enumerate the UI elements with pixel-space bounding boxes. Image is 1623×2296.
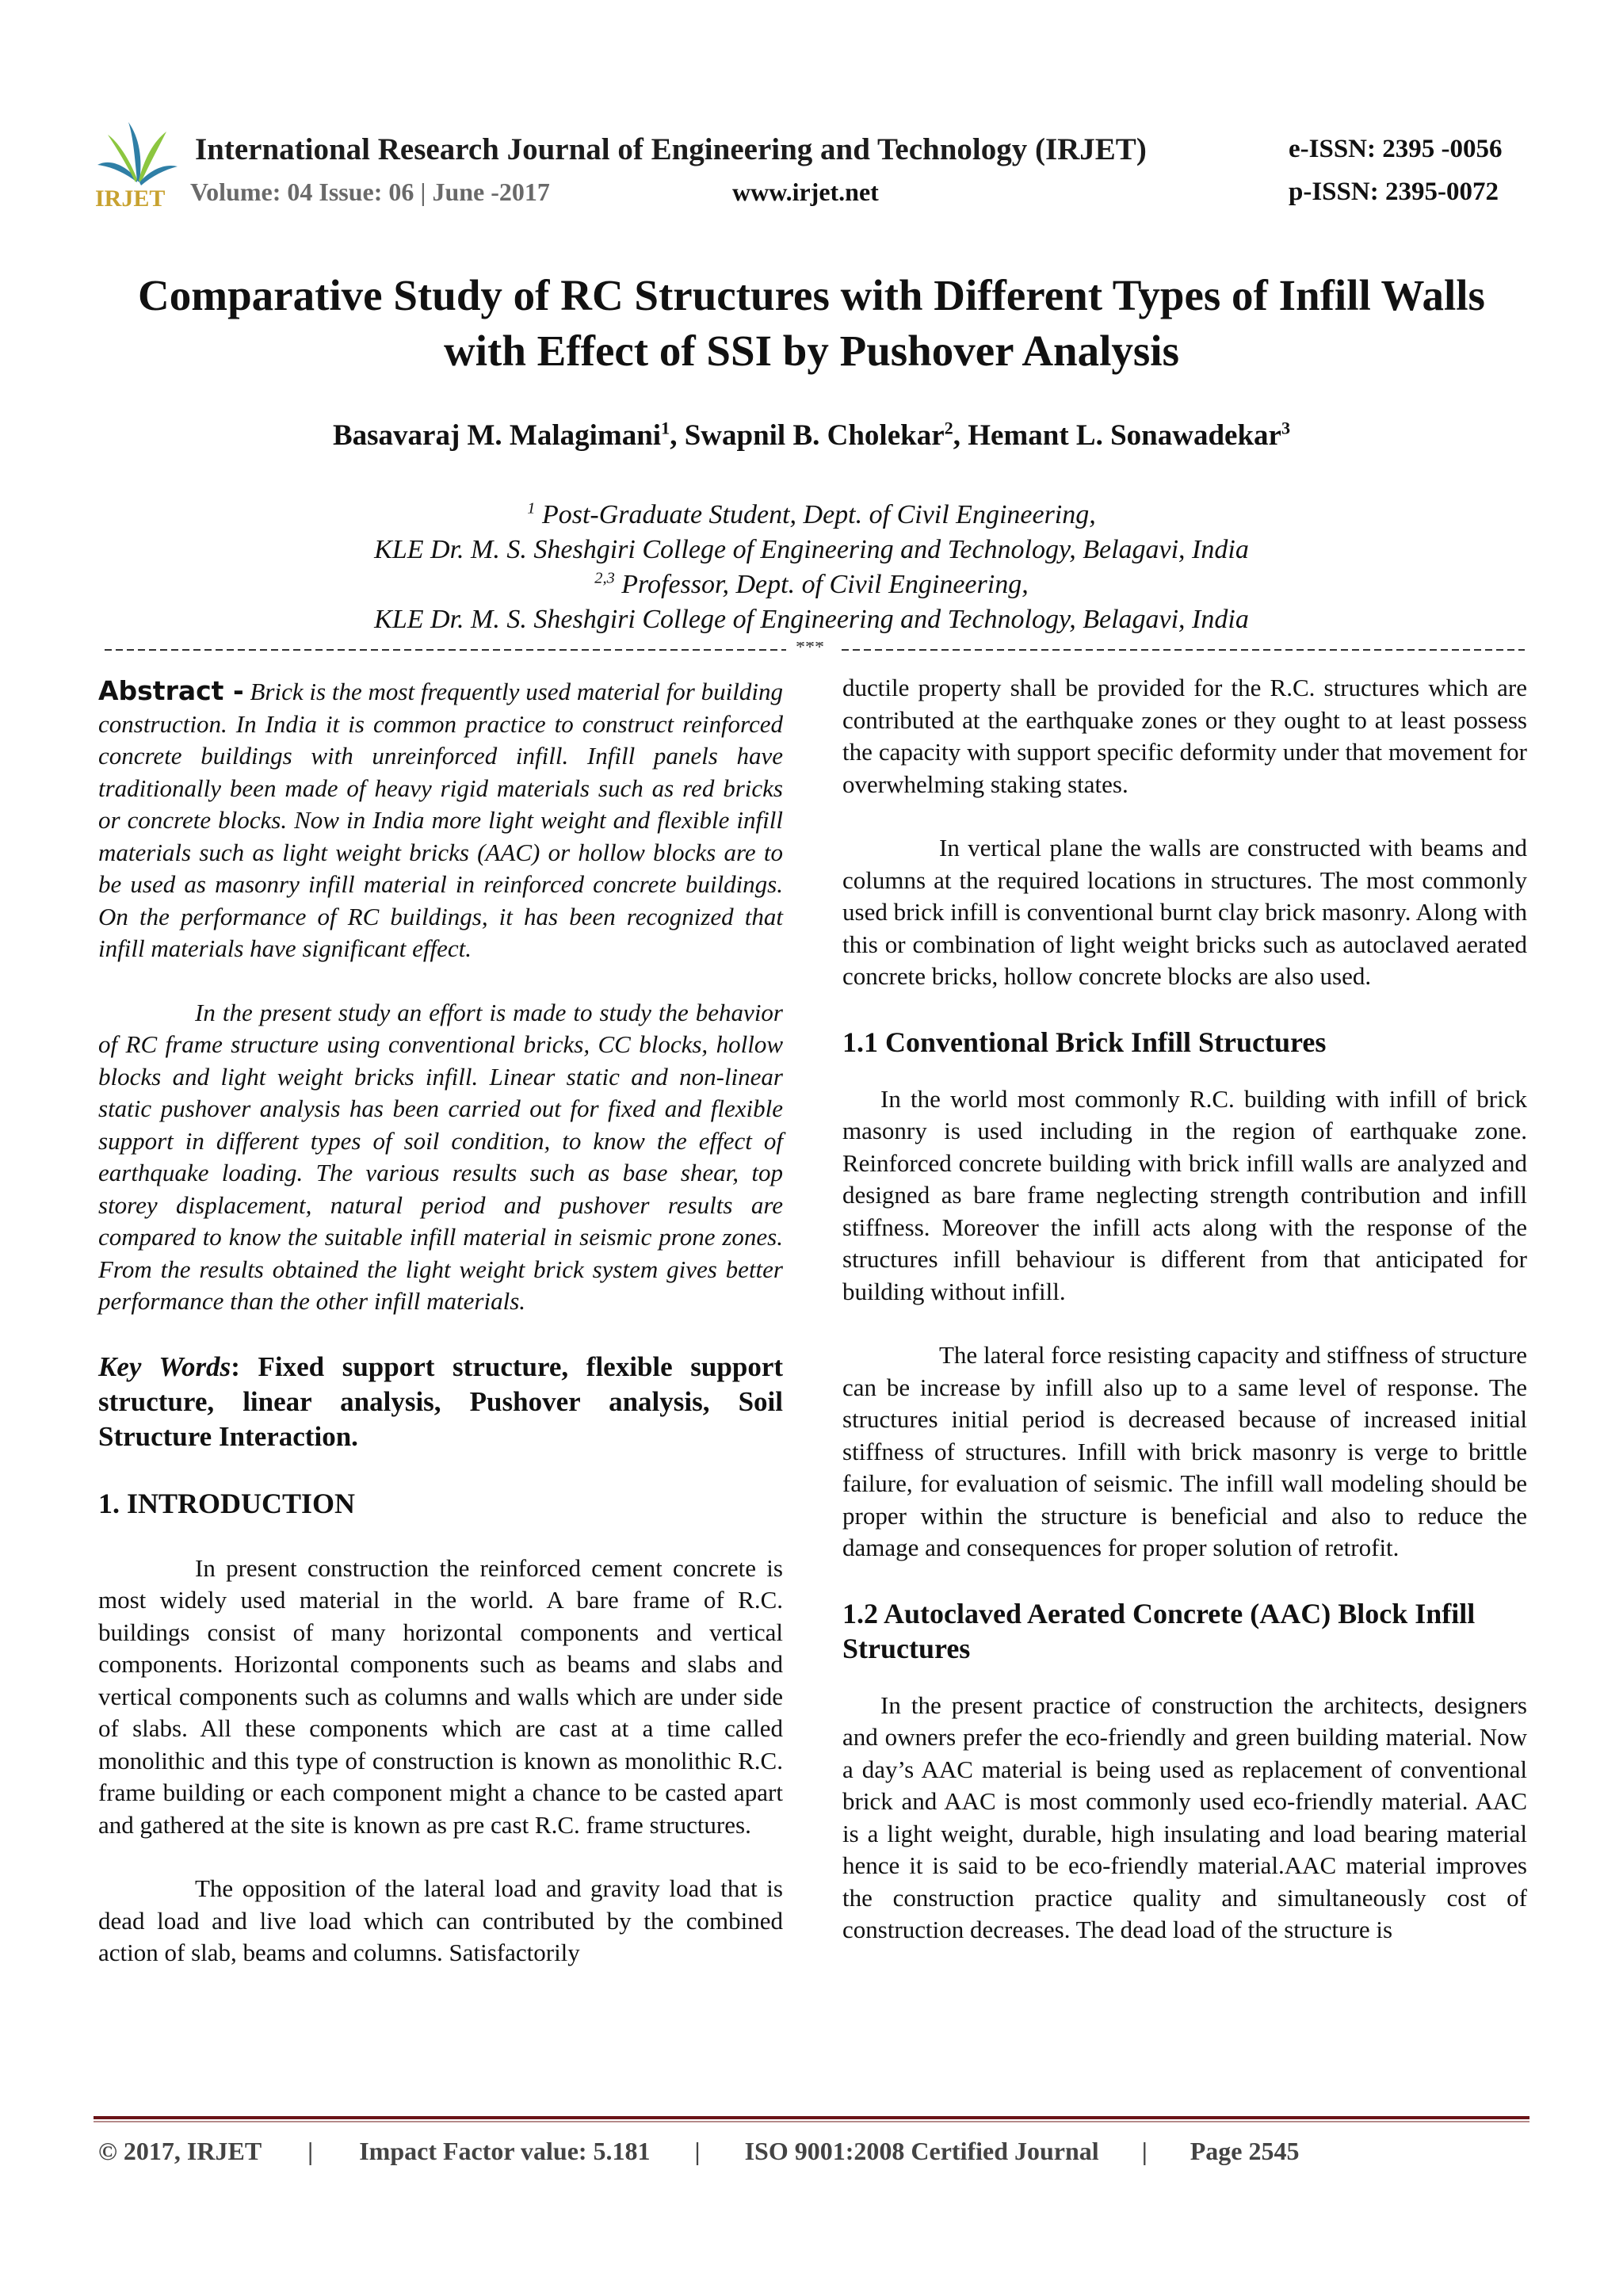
author-mark: 3 xyxy=(1281,418,1291,438)
affiliation-text: Post-Graduate Student, Dept. of Civil Engineering, xyxy=(541,500,1096,529)
author-mark: 1 xyxy=(661,418,670,438)
section-heading-introduction: 1. INTRODUCTION xyxy=(98,1487,356,1519)
affiliation-mark: 1 xyxy=(527,499,536,518)
affiliation-2 xyxy=(79,533,1544,567)
affiliation-4 xyxy=(79,602,1544,637)
volume-issue: Volume: 04 Issue: 06 | June -2017 xyxy=(190,178,550,206)
footer-impact-factor: Impact Factor value: 5.181 xyxy=(359,2137,651,2165)
affiliation-mark: 2,3 xyxy=(594,569,615,587)
author-name: Swapnil B. Cholekar xyxy=(684,419,945,452)
affiliation-text: KLE Dr. M. S. Sheshgiri College of Engineering and Technology, Belagavi, India xyxy=(374,535,1249,564)
affiliation-text: KLE Dr. M. S. Sheshgiri College of Engineering and Technology, Belagavi, India xyxy=(374,605,1249,634)
title-line-2: with Effect of SSI by Pushover Analysis xyxy=(444,327,1179,375)
footer-divider: | xyxy=(1141,2137,1148,2165)
author-mark: 2 xyxy=(944,418,953,438)
logo-text: IRJET xyxy=(95,185,166,211)
body-paragraph: ductile property shall be provided for the R.C. structures which are contributed at the earthquake zones or they ought to at least possess the capacity with support specific deformity under that movement for overwhelming staking states. xyxy=(842,674,1527,798)
body-paragraph: In the present practice of construction the architects, designers and owners prefer the eco-friendly and green building material. Now a day’s AAC material is being used as replacement of conventional brick and AAC is most commonly used eco-friendly material. AAC is a light weight, durable, high insulating and load bearing material hence it is said to be eco-friendly material.AAC material improves the construction practice quality and simultaneously cost of construction decreases. The dead load of the structure is xyxy=(842,1690,1527,1943)
intro-paragraph-1: In present construction the reinforced cement concrete is most widely used material in the world. A bare frame of R.C. buildings consist of many horizontal components and vertical components. Horizontal components such as beams and slabs and vertical components such as columns and walls which are under side of slabs. All these components which are cast at a time called monolithic and this type of construction is known as monolithic R.C. frame building or each component might a chance to be casted apart and gathered at the site is known as pre cast R.C. frame structures. xyxy=(98,1553,783,1839)
section-separator xyxy=(105,642,1525,655)
journal-title: International Research Journal of Engineering and Technology (IRJET) xyxy=(195,132,1147,166)
paper-title xyxy=(79,268,1544,379)
author-name: Hemant L. Sonawadekar xyxy=(968,419,1281,452)
page-footer xyxy=(98,2137,1299,2166)
affiliation-text: Professor, Dept. of Civil Engineering, xyxy=(621,570,1029,599)
abstract-heading: Abstract - xyxy=(98,675,244,706)
abstract-paragraph-1 xyxy=(98,675,783,965)
body-paragraph: In vertical plane the walls are constructed with beams and columns at the required locations in structures. The most commonly used brick infill is conventional burnt clay brick masonry. Along with this or combination of light weight bricks such as autoclaved aerated concrete bricks, hollow concrete blocks are also used. xyxy=(842,834,1527,990)
separator-stars: *** xyxy=(796,642,824,655)
footer-page-number: Page 2545 xyxy=(1190,2137,1300,2165)
p-issn: p-ISSN: 2395-0072 xyxy=(1289,178,1499,206)
abstract-paragraph-2: In the present study an effort is made to study the behavior of RC frame structure using conventional bricks, CC blocks, hollow blocks and light weight bricks infill. Linear static and non-linear static pushover analysis has been carried out for fixed and flexible support in different types of soil condition, to know the effect of earthquake loading. The various results such as base shear, top storey displacement, natural period and pushover results are compared to know the suitable infill material in seismic prone zones. From the results obtained the light weight brick system gives better performance than the other infill materials. xyxy=(98,998,783,1315)
keywords-heading: Key Words xyxy=(98,1350,231,1382)
e-issn: e-ISSN: 2395 -0056 xyxy=(1289,135,1503,163)
irjet-logo xyxy=(94,117,181,211)
section-heading-1-1: 1.1 Conventional Brick Infill Structures xyxy=(842,1026,1327,1058)
keywords xyxy=(98,1350,783,1454)
body-paragraph: In the world most commonly R.C. building with infill of brick masonry is used including in the region of earthquake zone. Reinforced concrete building with brick infill walls are analyzed and designed as bare frame neglecting strength contribution and infill stiffness. Moreover the infill acts along with the response of the structures infill behaviour is different from that anticipated for building without infill. xyxy=(842,1084,1527,1305)
left-column xyxy=(98,675,783,1969)
intro-paragraph-2: The opposition of the lateral load and gravity load that is dead load and live load which can contributed by the combined action of slab, beams and columns. Satisfactorily xyxy=(98,1874,783,1966)
section-heading-1-2: 1.2 Autoclaved Aerated Concrete (AAC) Block Infill Structures xyxy=(842,1597,1476,1664)
keywords-text: : Fixed support structure, flexible support structure, linear analysis, Pushover analysis, Soil Structure Interaction. xyxy=(98,1350,784,1452)
title-line-1: Comparative Study of RC Structures with Different Types of Infill Walls xyxy=(138,271,1485,319)
footer-rule xyxy=(94,2116,1529,2124)
author-list: Basavaraj M. Malagimani$^1$, Swapnil B. Cholekar$^2$, Hemant L. Sonawadekar$^3$ xyxy=(332,418,1291,452)
body-paragraph: The lateral force resisting capacity and stiffness of structure can be increase by infill also up to a same level of response. The structures initial period is decreased because of increased initial stiffness of structures. Infill with brick masonry is verge to brittle failure, for evaluation of seismic. The infill wall modeling should be proper within the structure is beneficial and also to reduce the damage and consequences for proper solution of retrofit. xyxy=(842,1341,1527,1561)
affiliation-3 xyxy=(79,567,1544,602)
abstract-text: Brick is the most frequently used material for building construction. In India it is common practice to construct reinforced concrete buildings with unreinforced infill. Infill panels have traditionally been made of heavy rigid materials such as red bricks or concrete blocks. Now in India more light weight and flexible infill materials such as light weight bricks (AAC) or hollow blocks are to be used as masonry infill material in reinforced concrete buildings. On the performance of RC buildings, it has been recognized that infill materials have significant effect. xyxy=(98,678,783,962)
author-name: Basavaraj M. Malagimani xyxy=(332,419,662,452)
footer-divider: | xyxy=(307,2137,314,2165)
footer-iso: ISO 9001:2008 Certified Journal xyxy=(744,2137,1099,2165)
affiliation-1 xyxy=(79,498,1544,533)
footer-copyright: © 2017, IRJET xyxy=(98,2137,262,2165)
right-column xyxy=(842,672,1527,1946)
footer-divider: | xyxy=(694,2137,701,2165)
journal-website[interactable]: www.irjet.net xyxy=(732,178,879,206)
